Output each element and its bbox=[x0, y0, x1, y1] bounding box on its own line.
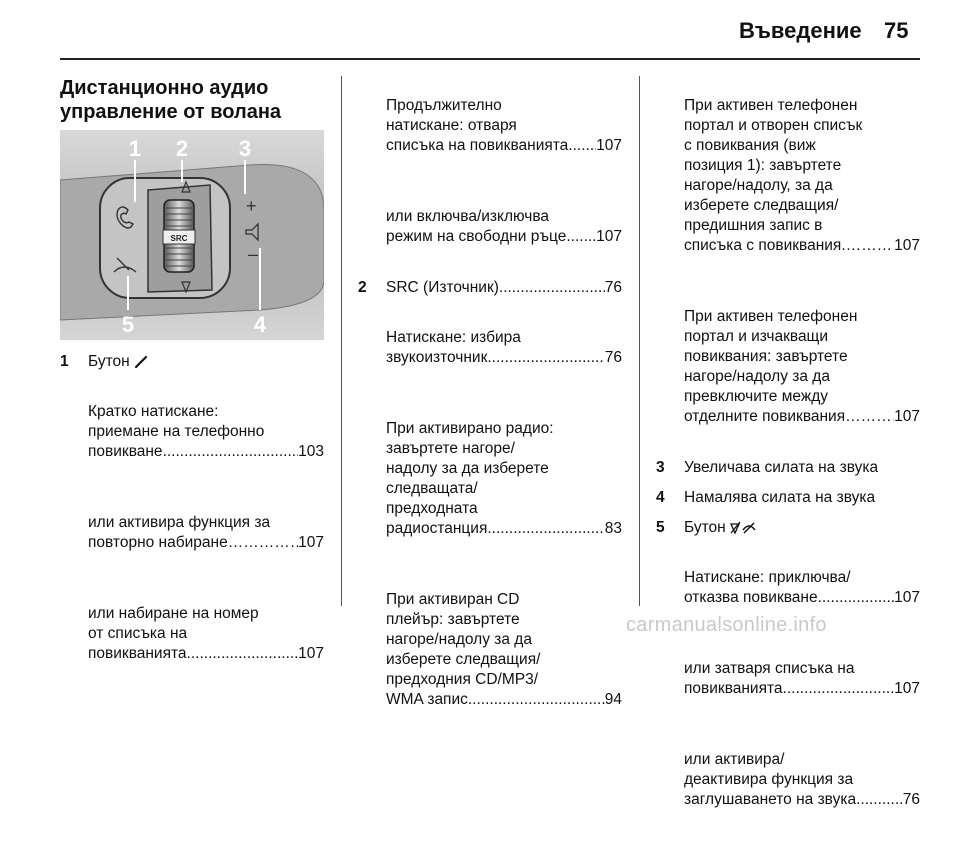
page-ref: 107 bbox=[894, 680, 920, 697]
ref-text: заглушаването на звука bbox=[684, 791, 857, 808]
watermark: carmanualsonline.info bbox=[626, 614, 827, 636]
column-2 bbox=[358, 76, 622, 741]
ref-text: повторно набиране bbox=[88, 534, 228, 551]
callout-1: 1 bbox=[128, 136, 142, 161]
callout-4: 4 bbox=[253, 312, 267, 337]
ref-text: радиостанция bbox=[386, 520, 488, 537]
list-item-1 bbox=[60, 352, 324, 372]
list-item-2 bbox=[358, 278, 622, 298]
page-number: 75 bbox=[884, 18, 909, 43]
paragraph-text: При активиран CD плейър: завъртете нагоре/надолу за да изберете следващия/ предходния CD/MP3/ bbox=[386, 591, 541, 688]
steering-wheel-controls-figure bbox=[60, 130, 324, 340]
column-1-body bbox=[60, 352, 324, 695]
paragraph bbox=[88, 584, 324, 684]
callout-3: 3 bbox=[238, 136, 252, 161]
page-ref: 107 bbox=[298, 645, 324, 662]
paragraph-text: или активира функция за bbox=[88, 514, 271, 531]
item-number: 2 bbox=[358, 279, 367, 296]
paragraph bbox=[684, 639, 920, 719]
header-rule bbox=[60, 58, 920, 60]
item-label: Намалява силата на звука bbox=[684, 489, 876, 506]
paragraph-text: или затваря списъка на bbox=[684, 660, 855, 677]
ref-text: повикванията bbox=[88, 645, 187, 662]
page-ref: 76 bbox=[902, 791, 920, 808]
page-ref: 76 bbox=[604, 279, 622, 296]
paragraph bbox=[386, 570, 622, 730]
item-number: 4 bbox=[656, 489, 665, 506]
paragraph-text: или активира/ деактивира функция за bbox=[684, 751, 854, 788]
paragraph bbox=[386, 187, 622, 267]
paragraph bbox=[386, 308, 622, 388]
ref-text: отделните повиквания bbox=[684, 408, 846, 425]
src-label: SRC bbox=[170, 234, 188, 243]
paragraph-text: При активен телефонен портал и отворен списък с повиквания (виж позиция 1): завъртете нагоре/надолу, за да изберете следващия/ предишния запис в bbox=[684, 97, 863, 234]
paragraph bbox=[684, 730, 920, 830]
item-label: SRC (Източник) bbox=[386, 279, 499, 296]
ref-text: списъка на повикванията bbox=[386, 137, 569, 154]
column-divider-2 bbox=[639, 76, 640, 606]
paragraph-text: или набиране на номер от списъка на bbox=[88, 605, 259, 642]
ref-text: звукоизточник bbox=[386, 349, 488, 366]
page-ref: 76 bbox=[604, 349, 622, 366]
volume-up-icon: + bbox=[246, 196, 257, 216]
page-ref: 107 bbox=[596, 228, 622, 245]
ref-text: повикванията bbox=[684, 680, 783, 697]
item-number: 1 bbox=[60, 353, 69, 370]
paragraph-text: Натискане: приключва/ bbox=[684, 569, 851, 586]
section-heading-line1: Дистанционно аудио bbox=[60, 77, 269, 99]
paragraph-text: Продължително натискане: отваря bbox=[386, 97, 517, 134]
column-divider-1 bbox=[341, 76, 342, 606]
paragraph bbox=[386, 399, 622, 559]
column-3 bbox=[656, 76, 920, 841]
paragraph bbox=[684, 76, 920, 276]
item-label: Бутон bbox=[684, 519, 726, 536]
page-ref: 107 bbox=[894, 589, 920, 606]
page-ref: 83 bbox=[604, 520, 622, 537]
paragraph-text: При активирано радио: завъртете нагоре/ надолу за да изберете следващата/ предходната bbox=[386, 420, 554, 517]
page-ref: 107 bbox=[596, 137, 622, 154]
callout-2: 2 bbox=[175, 136, 189, 161]
page-ref: 107 bbox=[894, 237, 920, 254]
item-number: 5 bbox=[656, 519, 665, 536]
page-ref: 103 bbox=[298, 443, 324, 460]
item-number: 3 bbox=[656, 459, 665, 476]
paragraph bbox=[386, 76, 622, 176]
phone-handset-icon bbox=[134, 355, 148, 369]
paragraph-text: или включва/изключва bbox=[386, 208, 550, 225]
column-1 bbox=[60, 76, 324, 124]
ref-text: WMA запис bbox=[386, 691, 468, 708]
item-label: Бутон bbox=[88, 353, 130, 370]
paragraph bbox=[88, 493, 324, 573]
mute-hangup-icon bbox=[730, 521, 756, 535]
item-label: Увеличава силата на звука bbox=[684, 459, 879, 476]
callout-5: 5 bbox=[121, 312, 135, 337]
list-item-4 bbox=[656, 488, 920, 508]
list-item-5 bbox=[656, 518, 920, 538]
page-ref: 107 bbox=[298, 534, 324, 551]
page-ref: 94 bbox=[604, 691, 622, 708]
ref-text: отказва повикване bbox=[684, 589, 818, 606]
volume-down-icon: – bbox=[248, 244, 259, 264]
paragraph-text: При активен телефонен портал и изчакващи повиквания: завъртете нагоре/надолу за да превключите между bbox=[684, 308, 858, 405]
paragraph-text: Кратко натискане: приемане на телефонно bbox=[88, 403, 265, 440]
section-heading bbox=[60, 76, 324, 124]
page-title: Въведение bbox=[739, 18, 862, 43]
paragraph bbox=[88, 382, 324, 482]
list-item-3 bbox=[656, 458, 920, 478]
ref-text: списъка с повиквания. bbox=[684, 237, 846, 254]
paragraph bbox=[684, 287, 920, 447]
section-heading-line2: управление от волана bbox=[60, 101, 282, 123]
ref-text: режим на свободни ръце bbox=[386, 228, 567, 245]
paragraph-text: Натискане: избира bbox=[386, 329, 521, 346]
ref-text: повикване bbox=[88, 443, 163, 460]
page-ref: 107 bbox=[894, 408, 920, 425]
